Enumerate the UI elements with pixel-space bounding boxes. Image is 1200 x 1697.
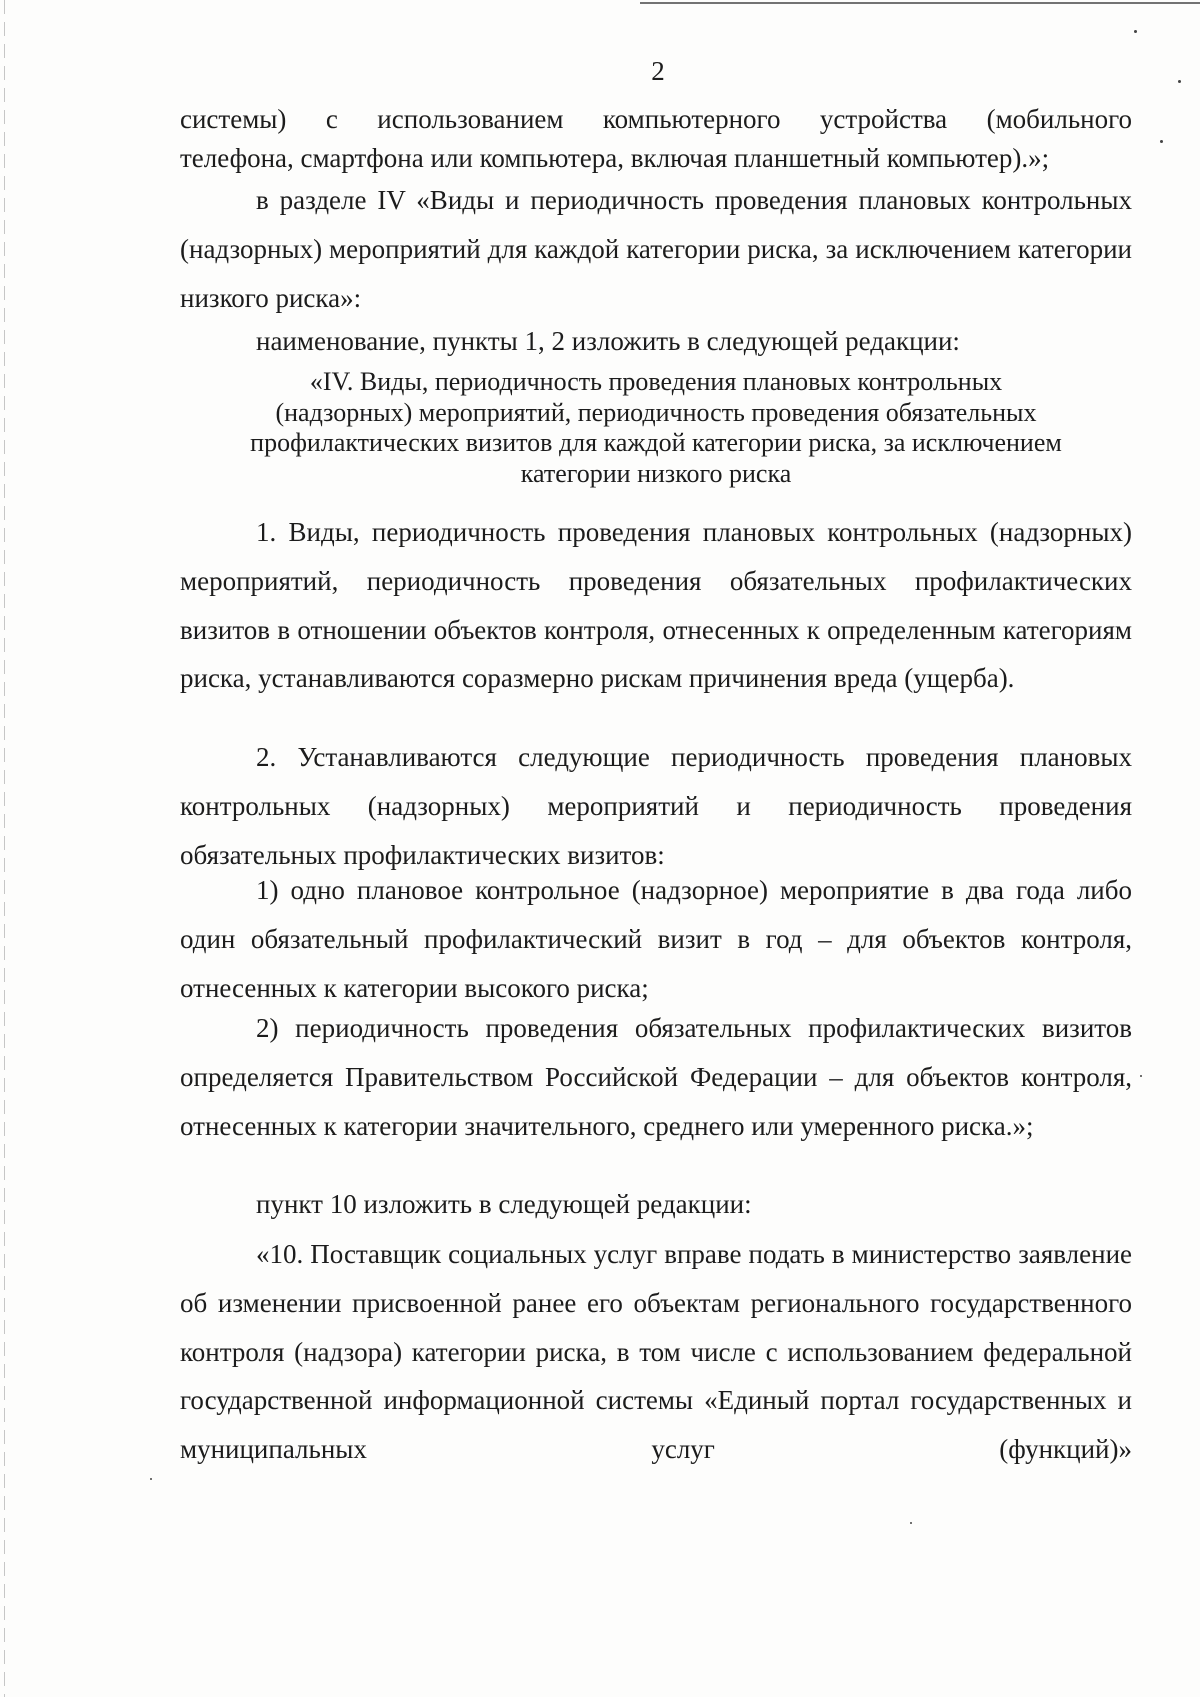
section-reference: в разделе IV «Виды и периодичность проведения плановых контрольных (надзорных) мероприятий для каждой категории риска, за исключением категории низкого риска»: — [180, 185, 1132, 313]
subitem-1: 1) одно плановое контрольное (надзорное) мероприятие в два года либо один обязательный профилактический визит в год – для объектов контроля, отнесенных к категории высокого риска; — [180, 875, 1132, 1003]
section-heading — [180, 367, 1132, 489]
instruction-item-10: пункт 10 изложить в следующей редакции: — [256, 1189, 752, 1219]
intro-line-2: телефона, смартфона или компьютера, включая планшетный компьютер).»; — [180, 143, 1050, 173]
paragraph-item-2: 2. Устанавливаются следующие периодичность проведения плановых контрольных (надзорных) мероприятий и периодичность проведения обязательных профилактических визитов: — [180, 742, 1132, 870]
scan-speck — [910, 1522, 912, 1524]
scan-speck — [150, 1478, 152, 1480]
scan-edge-left — [4, 0, 5, 1697]
scan-speck — [1160, 140, 1163, 143]
heading-line-3: профилактических визитов для каждой категории риска, за исключением — [250, 428, 1062, 457]
scan-edge-top — [640, 2, 1200, 4]
scan-speck — [1134, 30, 1137, 33]
instruction-heading-items: наименование, пункты 1, 2 изложить в следующей редакции: — [256, 326, 960, 356]
scan-speck — [1178, 80, 1181, 83]
paragraph-item-1: 1. Виды, периодичность проведения плановых контрольных (надзорных) мероприятий, периодичность проведения обязательных профилактических визитов в отношении объектов контроля, отнесенных к определенным категориям риска, устанавливаются соразмерно рискам причинения вреда (ущерба). — [180, 517, 1132, 694]
scan-speck — [1140, 1075, 1142, 1077]
intro-line-1: системы) с использованием компьютерного устройства (мобильного — [180, 104, 1132, 134]
subitem-2: 2) периодичность проведения обязательных профилактических визитов определяется Правительством Российской Федерации – для объектов контроля, отнесенных к категории значительного, среднего или умеренного риска.»; — [180, 1013, 1132, 1141]
heading-line-2: (надзорных) мероприятий, периодичность проведения обязательных — [275, 397, 1037, 427]
heading-line-1: «IV. Виды, периодичность проведения плановых контрольных — [309, 367, 1003, 396]
heading-line-4: категории низкого риска — [520, 458, 792, 488]
paragraph-item-10: «10. Поставщик социальных услуг вправе подать в министерство заявление об изменении присвоенной ранее его объектам регионального государственного контроля (надзора) категории риска, в том числе с использованием федеральной государственной информационной системы «Единый портал государственных и муниципальных услуг (функций)» — [180, 1239, 1132, 1465]
page-number: 2 — [651, 56, 665, 86]
